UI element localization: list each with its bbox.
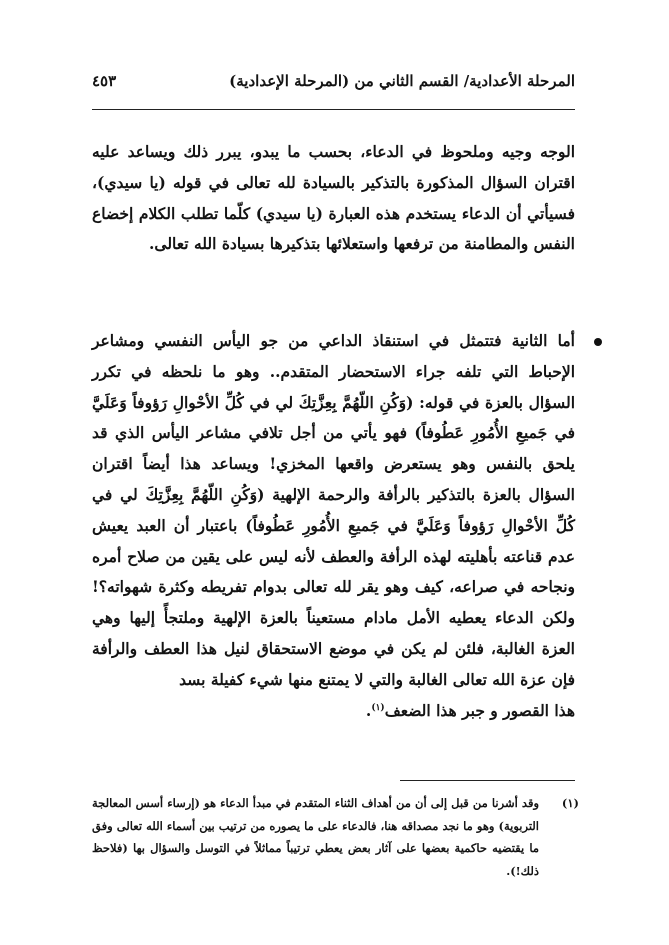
running-title: المرحلة الأعدادية/ القسم الثاني من (المرحلة الإعدادية): [229, 72, 575, 90]
page-number: ٤٥٣: [92, 72, 117, 90]
paragraph-2: [92, 326, 575, 726]
paragraph-1: الوجه وجيه وملحوظ في الدعاء، بحسب ما يبدو، يبرر ذلك ويساعد عليه اقتران السؤال المذكورة بالتذكير بالسيادة لله تعالى في قوله (يا سيدي)، فسيأتي أن الدعاء يستخدم هذه العبارة (يا سيدي) كلّما تطلب الكلام إخضاع النفس والمطامنة من ترفعها واستعلائها بتذكيرها بسيادة الله تعالى.: [92, 142, 575, 254]
paragraph-2-last-line-text: هذا القصور و جبر هذا الضعف: [384, 700, 575, 720]
footnote-number: (١): [561, 796, 579, 810]
page-header: [92, 72, 575, 96]
paragraph-2-last-line: هذا القصور و جبر هذا الضعف$^{(١)}$.: [365, 700, 575, 720]
bullet-icon: [594, 338, 602, 346]
paragraph-2-body: أما الثانية فتتمثل في استنقاذ الداعي من جو اليأس النفسي ومشاعر الإحباط التي تلفه جراء الاستحضار المتقدم.. وهو ما نلحظه في تكرر السؤال بالعزة في قوله: (وَكُنِ اللّهُمَّ بِعِزَّتِكَ لي في كُلِّ الأحْوالِ رَؤوفاً وَعَلَيَّ في جَميعِ الأُمُورِ عَطُوفاً) فهو يأتي من أجل تلافي مشاعر اليأس الذي قد يلحق بالنفس وهو يستعرض واقعها المخزي! ويساعد هذا أيضاً اقتران السؤال بالعزة بالتذكير بالرأفة والرحمة الإلهية (وَكُنِ اللّهُمَّ بِعِزَّتِكَ لي في كُلِّ الأحْوالِ رَؤوفاً وَعَلَيَّ في جَميعِ الأُمُورِ عَطُوفاً) باعتبار أن العبد يعيش عدم قناعته بأهليته لهذه الرأفة والعطف لأنه ليس على يقين من صلاح أمره ونجاحه في صراعه، كيف وهو يقر لله تعالى بدوام تفريطه وكثرة شهواته؟! ولكن الدعاء يعطيه الأمل مادام مستعيناً بالعزة الإلهية وملتجأً إليها وهي العزة الغالبة، فلئن لم يكن في موضع الاستحقاق لنيل هذا العطف والرأفة فإن عزة الله تعالى الغالبة والتي لا يمتنع منها شيء كفيلة بسد: [92, 331, 575, 689]
footnote-divider: [400, 780, 575, 781]
footnote: [92, 792, 579, 882]
header-divider: [92, 109, 575, 110]
footnote-text: وقد أشرنا من قبل إلى أن من أهداف الثناء المتقدم في مبدأ الدعاء هو (إرساء أسس المعالجة التربوية) وهو ما نجد مصداقه هنا، فالدعاء على ما يصوره من ترتيب بين أسماء الله تعالى وفق ما يقتضيه حاكمية بعضها على آثار بعض يعطي ترتيباً مماثلاً في التوسل والسؤال بها (فلاحظ ذلك!).: [92, 796, 539, 878]
footnote-reference[interactable]: (١): [371, 702, 385, 713]
